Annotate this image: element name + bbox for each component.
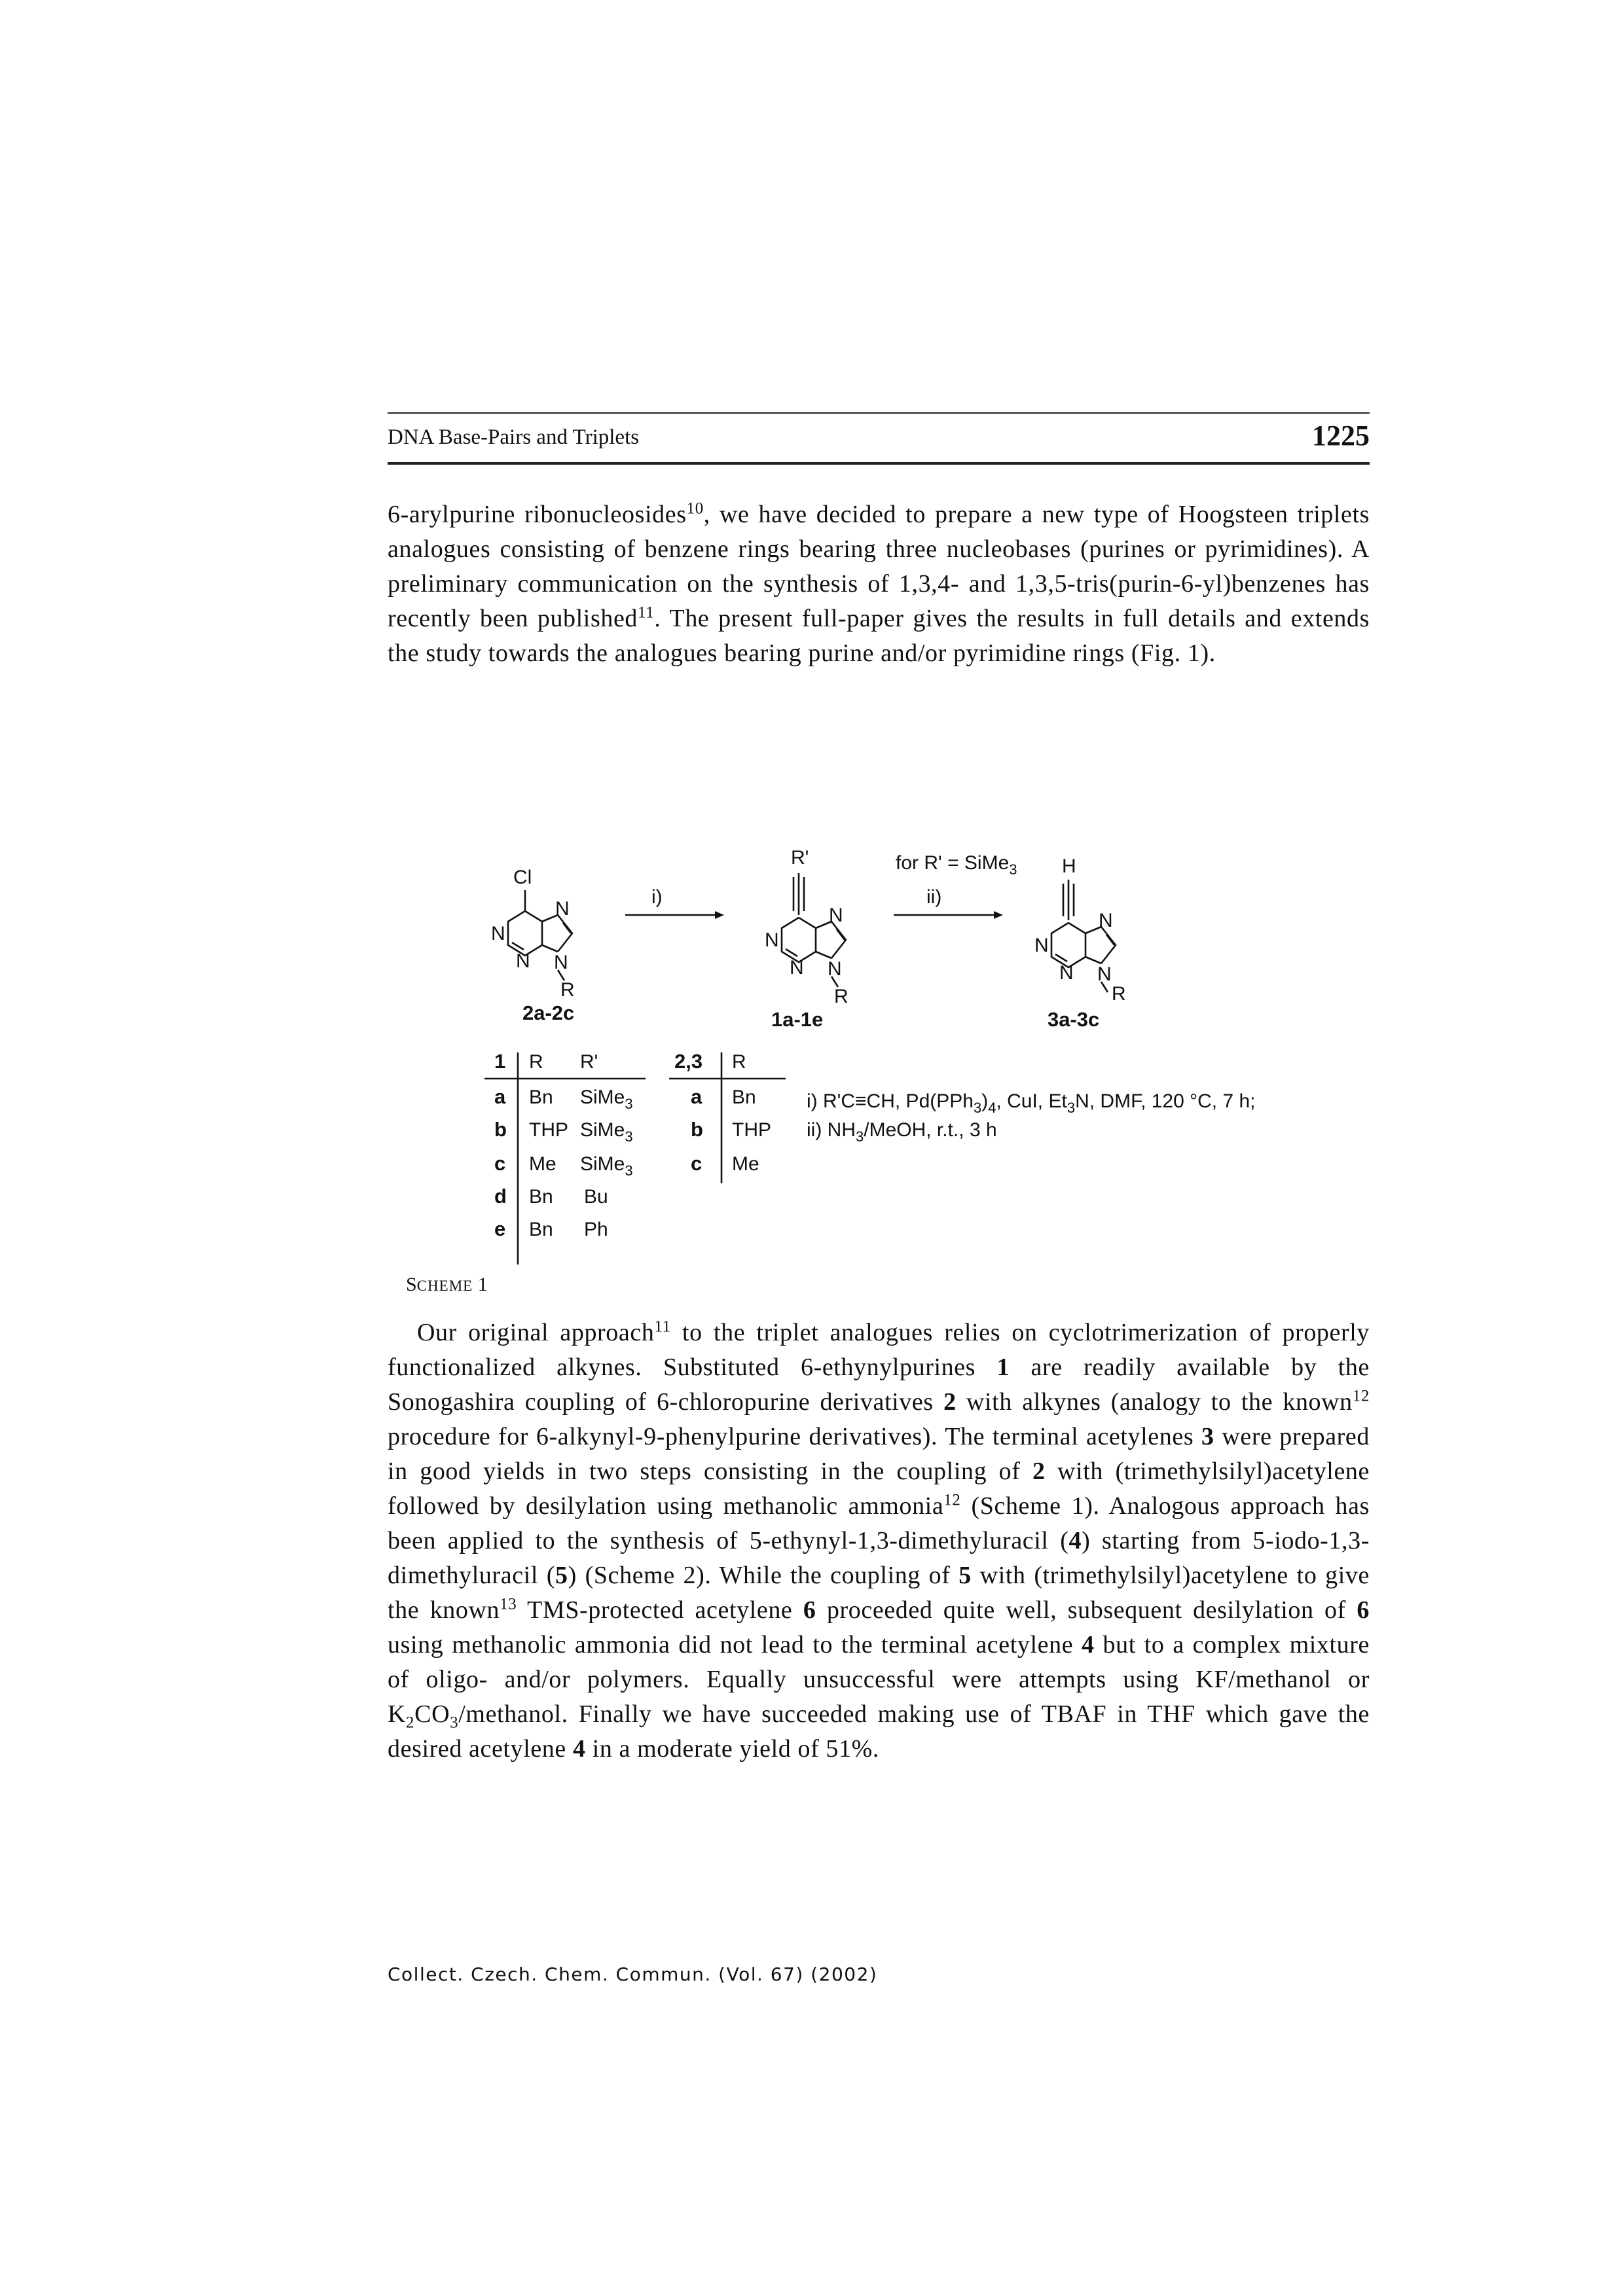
- substituent-table-1: [484, 1050, 646, 1265]
- substituent-table-2: [669, 1050, 786, 1183]
- citation-ref: 12: [943, 1491, 961, 1509]
- paragraph-intro: [388, 497, 1370, 671]
- atom-label: N: [516, 950, 530, 972]
- atom-label: N: [1097, 963, 1112, 985]
- table1-row-rp: Bu: [584, 1186, 608, 1208]
- table1-row-id: b: [494, 1118, 507, 1141]
- paragraph-intro-text: 6-arylpurine ribonucleosides$^{10}$, we have decided to prepare a new type of Hoogsteen triplets analogues consisting of benzene rings bearing three nucleobases (purines or pyrimidines). A preliminary communication on the synthesis of 1,3,4- and 1,3,5-tris(purin-6-yl)benzenes has recently been published$^{11}$. The present full-paper gives the results in full details and extends the study towards the analogues bearing purine and/or pyrimidine rings (Fig. 1).: [388, 499, 1370, 667]
- table1-row-rp: SiMe$_3$: [580, 1153, 633, 1179]
- r-group-label: R: [560, 979, 575, 1001]
- atom-label: N: [554, 952, 568, 973]
- table1-row-id: c: [494, 1152, 506, 1175]
- compound-ref: 4: [572, 1735, 586, 1763]
- running-title: DNA Base-Pairs and Triplets: [388, 425, 640, 449]
- table1-row-rp: SiMe$_3$: [580, 1086, 633, 1112]
- alkyne-substituent-label: R': [791, 847, 809, 869]
- table1-header-r: R: [529, 1051, 543, 1073]
- r-group-label: R: [1112, 983, 1126, 1005]
- table2-row-id: c: [691, 1152, 702, 1175]
- table1-header-rp: R': [580, 1051, 598, 1073]
- atom-label: N: [1034, 935, 1049, 956]
- paragraph-body-text: Our original approach$^{11}$ to the triplet analogues relies on cyclotrimerization of properly functionalized alkynes. Substituted 6-ethynylpurines 1 are readily available by the Sonogashira coupling of 6-chloropurine derivatives 2 with alkynes (analogy to the known$^{12}$ procedure for 6-alkynyl-9-phenylpurine derivatives). The terminal acetylenes 3 were prepared in good yields in two steps consisting in the coupling of 2 with (trimethylsilyl)acetylene followed by desilylation using methanolic ammonia$^{12}$ (Scheme 1). Analogous approach has been applied to the synthesis of 5-ethynyl-1,3-dimethyluracil (4) starting from 5-iodo-1,3-dimethyluracil (5) (Scheme 2). While the coupling of 5 with (trimethylsilyl)acetylene to give the known$^{13}$ TMS-protected acetylene 6 proceeded quite well, subsequent desilylation of 6 using methanolic ammonia did not lead to the terminal acetylene 4 but to a complex mixture of oligo- and/or polymers. Equally unsuccessful were attempts using KF/methanol or $K_2CO_3$/methanol. Finally we have succeeded making use of TBAF in THF which gave the desired acetylene 4 in a moderate yield of 51%.: [388, 1318, 1370, 1763]
- table1-row-rp: SiMe$_3$: [580, 1119, 633, 1145]
- substituent-label: Cl: [513, 867, 532, 888]
- arrow-2-condition: for R' = SiMe$_3$: [896, 852, 1017, 878]
- table1-row-rp: Ph: [584, 1219, 608, 1240]
- compound-ref: 4: [1068, 1527, 1082, 1554]
- compound-ref: 3: [1201, 1423, 1214, 1450]
- table1-row-r: Me: [529, 1153, 556, 1175]
- table1-row-id: e: [494, 1217, 506, 1240]
- table2-header-r: R: [732, 1051, 746, 1073]
- compound-ref: 2: [943, 1388, 957, 1416]
- atom-label: N: [1099, 910, 1113, 931]
- r-group-label: R: [834, 986, 848, 1007]
- table2-header-id: 2,3: [674, 1050, 703, 1073]
- atom-label: N: [828, 958, 842, 980]
- structure-reactant: [491, 867, 575, 1024]
- structure-product-1: [765, 847, 848, 1031]
- scheme-1-figure: [0, 772, 1623, 1309]
- table1-row-id: a: [494, 1085, 506, 1108]
- compound-ref: 1: [996, 1354, 1010, 1381]
- condition-i: i) R'C≡CH, $Pd(PPh_3)_4$, CuI, $Et_3N$, DMF, 120 °C, 7 h;: [807, 1090, 1256, 1116]
- table1-row-r: Bn: [529, 1086, 553, 1108]
- compound-ref: 6: [1357, 1596, 1370, 1624]
- compound-label-reactant: 2a-2c: [522, 1001, 575, 1024]
- table2-row-r: Me: [732, 1153, 759, 1175]
- compound-ref: 5: [555, 1562, 568, 1589]
- header-bottom-rule: [388, 462, 1370, 465]
- table1-row-r: THP: [529, 1119, 568, 1141]
- citation-ref: 13: [500, 1595, 517, 1613]
- table2-row-id: a: [691, 1085, 702, 1108]
- condition-ii: ii) $NH_3$/MeOH, r.t., 3 h: [807, 1119, 997, 1145]
- table1-header-id: 1: [494, 1050, 506, 1073]
- compound-ref: 4: [1082, 1631, 1095, 1659]
- atom-label: N: [829, 905, 843, 926]
- running-header: [388, 412, 1370, 465]
- atom-label: N: [1059, 962, 1074, 984]
- citation-ref: 11: [654, 1318, 671, 1336]
- table2-row-r: Bn: [732, 1086, 756, 1108]
- paragraph-body: [388, 1316, 1370, 1767]
- atom-label: N: [555, 898, 570, 920]
- table1-row-id: d: [494, 1185, 507, 1208]
- citation-ref: 11: [638, 603, 655, 622]
- reaction-arrow-1: [625, 886, 724, 919]
- atom-label: N: [765, 929, 779, 951]
- atom-label: N: [491, 923, 505, 944]
- scheme-caption: SCHEME 1: [406, 1274, 488, 1295]
- reaction-conditions: [807, 1090, 1256, 1145]
- table1-row-r: Bn: [529, 1186, 553, 1208]
- reaction-arrow-2: [894, 852, 1017, 919]
- compound-label-product-1: 1a-1e: [771, 1008, 824, 1031]
- citation-ref: 12: [1352, 1387, 1370, 1405]
- journal-citation-footer: Collect. Czech. Chem. Commun. (Vol. 67) (2002): [388, 1964, 878, 1985]
- header-top-rule: [388, 412, 1370, 414]
- page-number: 1225: [1312, 420, 1370, 452]
- table2-row-id: b: [691, 1118, 703, 1141]
- table1-row-r: Bn: [529, 1219, 553, 1240]
- compound-ref: 6: [803, 1596, 816, 1624]
- structure-product-2: [1034, 855, 1126, 1031]
- table2-row-r: THP: [732, 1119, 771, 1141]
- citation-ref: 10: [686, 499, 704, 518]
- alkyne-substituent-label: H: [1062, 855, 1076, 877]
- compound-ref: 2: [1032, 1458, 1046, 1485]
- compound-label-product-2: 3a-3c: [1048, 1008, 1100, 1031]
- arrow-2-label: ii): [926, 886, 942, 908]
- arrow-1-label: i): [651, 886, 663, 908]
- compound-ref: 5: [958, 1562, 972, 1589]
- atom-label: N: [790, 957, 804, 978]
